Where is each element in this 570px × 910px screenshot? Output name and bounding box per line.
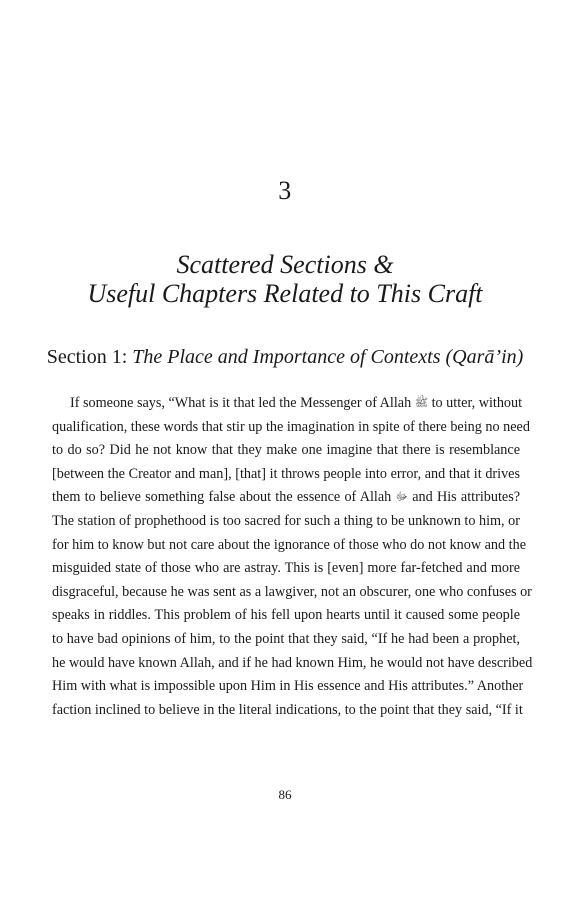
section-number: Section 1: bbox=[46, 346, 128, 368]
chapter-number: 3 bbox=[278, 176, 292, 205]
chapter-title bbox=[0, 250, 570, 308]
text-line: for him to know but not care about the ignorance of those who do not know and the bbox=[52, 536, 526, 553]
text-line: misguided state of those who are astray. This is [even] more far-fetched and more bbox=[52, 560, 520, 577]
text-line: The station of prophethood is too sacred for such a thing to be unknown to him, or bbox=[52, 512, 520, 529]
text-line: [between the Creator and man], [that] it throws people into error, and that it drives bbox=[52, 465, 520, 482]
chapter-title-line-1: Scattered Sections & bbox=[176, 250, 394, 279]
text-line: to have bad opinions of him, to the point that they said, “If he had been a prophet, bbox=[52, 630, 520, 647]
text-line: qualification, these words that stir up the imagination in spite of there being no need bbox=[52, 418, 530, 435]
exaltation-icon: ﷻ bbox=[395, 491, 408, 504]
honorific-icon: ﷺ bbox=[414, 397, 429, 409]
section-heading bbox=[0, 346, 570, 369]
body-paragraph bbox=[52, 392, 533, 722]
chapter-title-line-2: Useful Chapters Related to This Craft bbox=[87, 279, 483, 308]
text-line: speaks in riddles. This problem of his fell upon hearts until it caused some people bbox=[52, 607, 520, 624]
text-line: If someone says, “What is it that led the Messenger of Allah ﷺ to utter, without bbox=[52, 392, 520, 416]
text-line: faction inclined to believe in the literal indications, to the point that they said, “If it bbox=[52, 701, 523, 718]
text-line: he would have known Allah, and if he had known Him, he would not have described bbox=[52, 654, 533, 671]
text-line: to do so? Did he not know that they make one imagine that there is resemblance bbox=[52, 442, 520, 459]
section-title: The Place and Importance of Contexts (Qarā’in) bbox=[132, 346, 524, 368]
text-line: them to believe something false about the essence of Allah ﷻ and His attributes? bbox=[52, 486, 520, 510]
text-line: disgraceful, because he was sent as a lawgiver, not an obscurer, one who confuses or bbox=[52, 583, 532, 600]
page-number: 86 bbox=[278, 787, 292, 802]
text-line: Him with what is impossible upon Him in His essence and His attributes.” Another bbox=[52, 678, 524, 695]
